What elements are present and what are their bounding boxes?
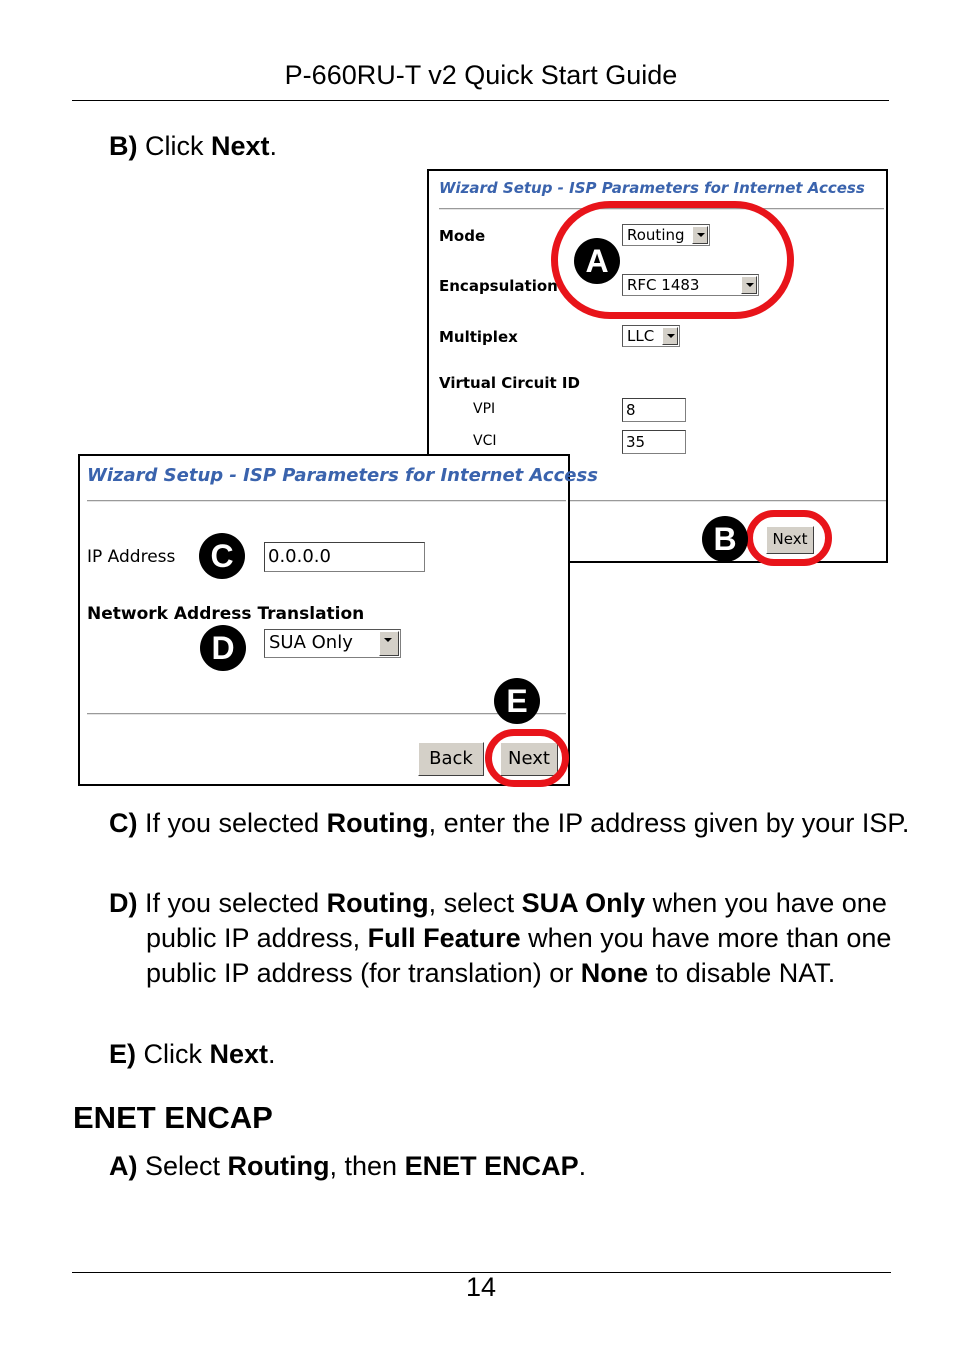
- back-button[interactable]: Back: [418, 742, 484, 776]
- step-a-enet-t3: .: [578, 1151, 587, 1181]
- chevron-down-icon[interactable]: [662, 327, 678, 345]
- vpi-input[interactable]: [622, 398, 686, 422]
- step-d-b4: None: [580, 958, 649, 988]
- vci-value: 35: [626, 433, 646, 451]
- highlight-ring-e: [485, 729, 569, 787]
- ip-address-value: 0.0.0.0: [268, 546, 331, 567]
- panel2-title: Wizard Setup - ISP Parameters for Internet Access: [87, 465, 598, 486]
- mode-select-value: Routing: [627, 226, 685, 244]
- marker-a: A: [574, 238, 620, 284]
- step-c-letter: C): [109, 808, 138, 838]
- step-d-t1: If you selected: [137, 888, 327, 918]
- highlight-ring-b: [746, 510, 832, 566]
- step-d-b1: Routing: [326, 888, 429, 918]
- vpi-value: 8: [626, 401, 636, 419]
- step-d-t2: , select: [428, 888, 522, 918]
- step-b-text: Click: [137, 131, 211, 161]
- step-c: [109, 806, 926, 841]
- step-e-end: .: [268, 1039, 276, 1069]
- step-e-letter: E): [109, 1039, 136, 1069]
- step-d-t4: when you have more than one public IP address (for translation) or: [146, 923, 892, 988]
- vci-input[interactable]: [622, 430, 686, 454]
- step-a-enet-t2: , then: [329, 1151, 405, 1181]
- step-b-letter: B): [109, 131, 138, 161]
- panel2-footer-divider: [87, 713, 566, 715]
- step-a-enet-t1: Select: [137, 1151, 228, 1181]
- step-d: [109, 886, 926, 991]
- step-d-t5: to disable NAT.: [648, 958, 836, 988]
- mode-label: Mode: [439, 227, 486, 245]
- header-rule: [72, 100, 889, 101]
- page-number: 14: [465, 1272, 497, 1302]
- marker-b: B: [702, 516, 748, 562]
- marker-c: C: [199, 533, 245, 579]
- step-e-bold: Next: [209, 1039, 269, 1069]
- ip-address-input[interactable]: [264, 542, 425, 572]
- step-a-enet: [109, 1149, 586, 1184]
- step-b-bold: Next: [211, 131, 270, 161]
- vci-label: VCI: [473, 433, 497, 449]
- step-b: [109, 129, 277, 164]
- panel1-title: Wizard Setup - ISP Parameters for Internet Access: [439, 179, 865, 197]
- virtual-circuit-id-label: Virtual Circuit ID: [439, 374, 580, 392]
- multiplex-select[interactable]: [622, 325, 680, 347]
- multiplex-label: Multiplex: [439, 328, 518, 346]
- marker-d: D: [200, 625, 246, 671]
- panel1-next-button[interactable]: Next: [766, 526, 814, 554]
- step-a-enet-b2: ENET ENCAP: [404, 1151, 579, 1181]
- step-d-t3: when you have one public IP address,: [146, 888, 887, 953]
- section-heading-enet-encap: ENET ENCAP: [73, 1100, 273, 1135]
- nat-label: Network Address Translation: [87, 604, 365, 624]
- step-a-enet-letter: A): [109, 1151, 138, 1181]
- step-d-b2: SUA Only: [521, 888, 646, 918]
- vpi-label: VPI: [473, 401, 496, 417]
- chevron-down-icon[interactable]: [379, 631, 399, 656]
- encapsulation-select-value: RFC 1483: [627, 276, 700, 294]
- encapsulation-label: Encapsulation: [439, 277, 558, 295]
- page-header-title: P-660RU-T v2 Quick Start Guide: [284, 60, 678, 90]
- panel2-title-divider: [87, 500, 566, 502]
- step-a-enet-b1: Routing: [227, 1151, 330, 1181]
- marker-e: E: [494, 678, 540, 724]
- nat-select[interactable]: [264, 629, 401, 658]
- step-b-end: .: [269, 131, 278, 161]
- multiplex-select-value: LLC: [627, 327, 655, 345]
- step-d-letter: D): [109, 888, 138, 918]
- panel2-next-button[interactable]: Next: [500, 742, 558, 776]
- ip-address-label: IP Address: [87, 547, 176, 567]
- step-d-b3: Full Feature: [367, 923, 521, 953]
- step-c-b1: Routing: [326, 808, 429, 838]
- step-c-t1: If you selected: [137, 808, 327, 838]
- nat-select-value: SUA Only: [269, 632, 353, 653]
- step-e: [109, 1037, 276, 1072]
- step-c-t2: , enter the IP address given by your ISP.: [428, 808, 910, 838]
- step-e-text: Click: [136, 1039, 210, 1069]
